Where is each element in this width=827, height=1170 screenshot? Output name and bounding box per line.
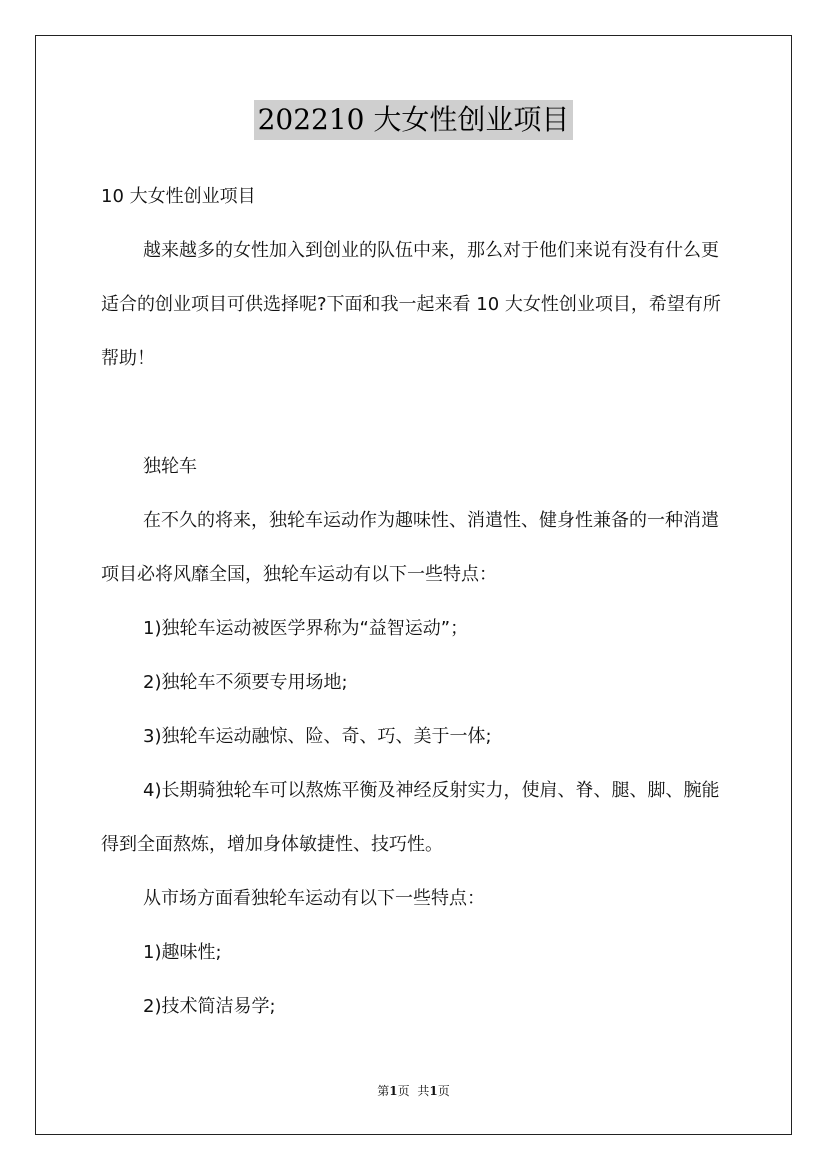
total-prefix: 共 [417, 1084, 430, 1098]
document-title: 202210 大女性创业项目 [254, 100, 574, 140]
title-wrap [0, 100, 827, 140]
section-heading: 独轮车 [143, 456, 197, 477]
list-item: 1)独轮车运动被医学界称为“益智运动”； [143, 618, 469, 639]
intro-paragraph: 越来越多的女性加入到创业的队伍中来，那么对于他们来说有没有什么更适合的创业项目可供选择呢?下面和我一起来看 10 大女性创业项目，希望有所帮助！ [101, 240, 721, 369]
paragraph: 在不久的将来，独轮车运动作为趣味性、消遣性、健身性兼备的一种消遣项目必将风靡全国，独轮车运动有以下一些特点： [101, 510, 719, 585]
list-item: 2)独轮车不须要专用场地; [143, 672, 348, 693]
blank-line [101, 386, 729, 440]
list-item: 1)趣味性; [143, 942, 222, 963]
page-suffix: 页 [397, 1084, 410, 1098]
total-pages: 1 [429, 1084, 438, 1098]
list-item: 2)技术简洁易学; [143, 996, 276, 1017]
list-item: 3)独轮车运动融惊、险、奇、巧、美于一体; [143, 726, 492, 747]
page-prefix: 第 [377, 1084, 390, 1098]
page-number: 1 [389, 1084, 398, 1098]
page-footer [0, 1082, 827, 1099]
paragraph: 从市场方面看独轮车运动有以下一些特点： [143, 888, 485, 909]
list-item: 4)长期骑独轮车可以熬炼平衡及神经反射实力，使肩、脊、腿、脚、腕能得到全面熬炼，增加身体敏捷性、技巧性。 [101, 780, 720, 855]
total-suffix: 页 [437, 1084, 450, 1098]
document-body [101, 170, 729, 1034]
subtitle: 10 大女性创业项目 [101, 186, 256, 207]
